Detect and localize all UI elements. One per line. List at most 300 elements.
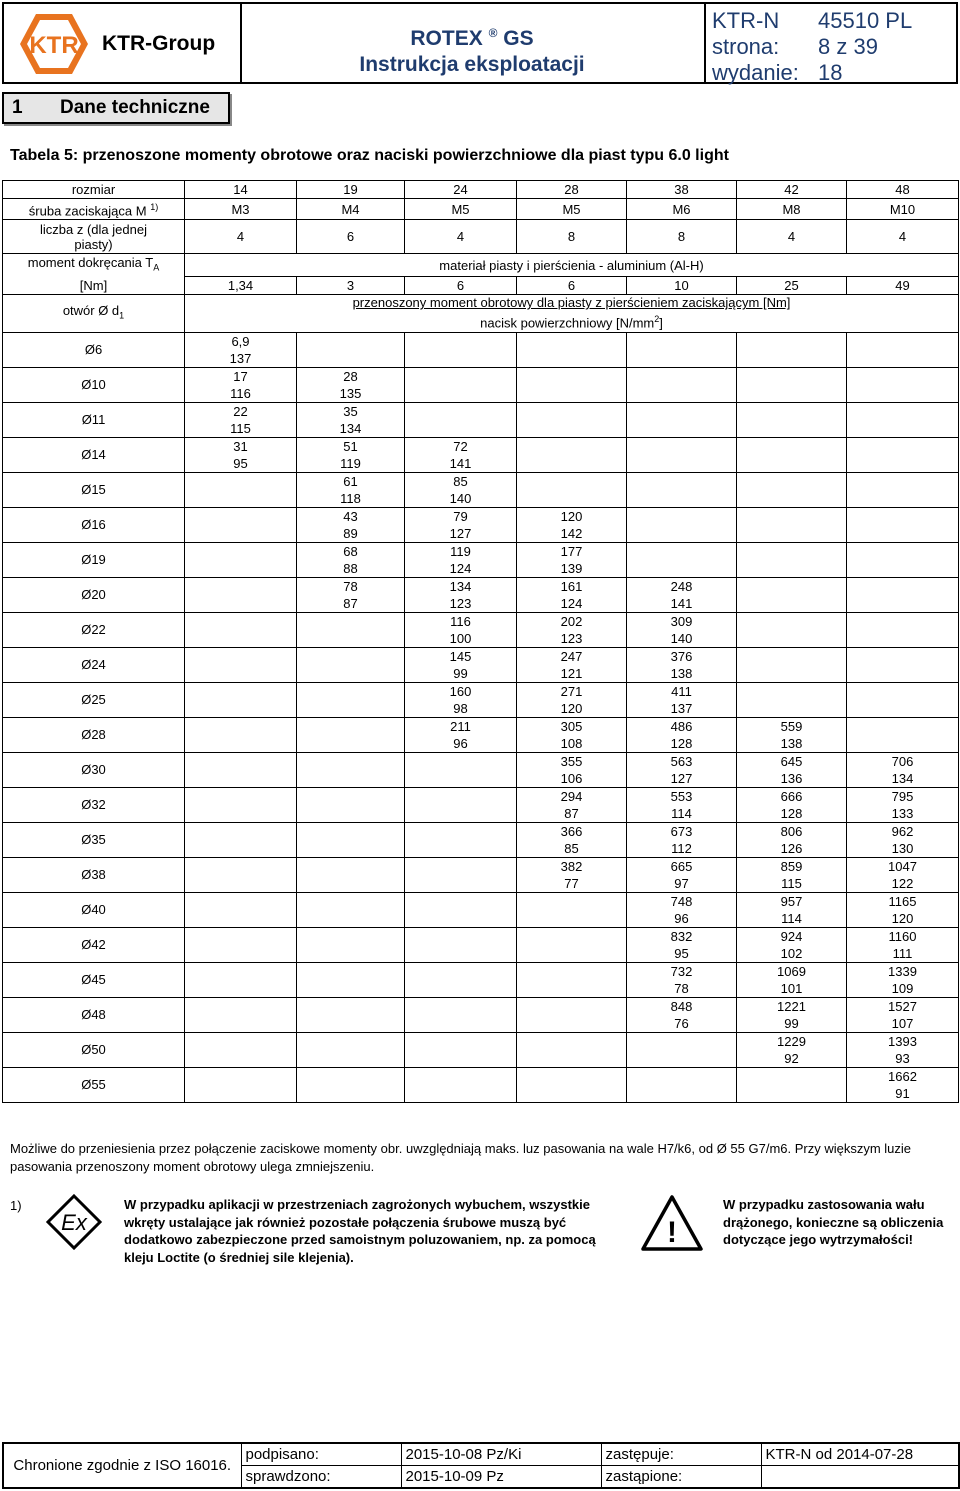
torque-value: 78 [297,577,405,595]
torque-value [737,647,847,665]
pressure-value [847,350,959,368]
torque-value [297,822,405,840]
iso-protection-note: Chronione zgodnie z ISO 16016. [3,1443,241,1488]
pressure-value: 114 [627,805,737,823]
doc-id-value: 45510 PL [818,8,913,33]
pressure-value: 98 [405,700,517,718]
bore-diameter: Ø55 [3,1067,185,1102]
torque-value: 35 [297,402,405,420]
pressure-value [185,1050,297,1068]
logo-letters: KTR [29,32,79,59]
torque-value: 120 [517,507,627,525]
torque-value: 962 [847,822,959,840]
screw-cell: M4 [297,199,405,220]
torque-label-row [3,254,959,277]
pressure-value [297,350,405,368]
warning-triangle-icon [640,1194,704,1252]
document-title-block [240,4,706,82]
bore-row [3,997,959,1015]
pressure-value [517,350,627,368]
pressure-header-close: ] [659,315,663,331]
torque-value [627,437,737,455]
pressure-value [185,630,297,648]
pressure-value [627,350,737,368]
pressure-value [737,455,847,473]
torque-value [737,682,847,700]
torque-value [517,402,627,420]
pressure-value: 109 [847,980,959,998]
torque-value [185,542,297,560]
torque-value: 1221 [737,997,847,1015]
torque-value: 248 [627,577,737,595]
pressure-value: 124 [517,595,627,613]
screw-cell: M3 [185,199,297,220]
torque-value [405,402,517,420]
torque-value [185,787,297,805]
torque-value: 376 [627,647,737,665]
torque-cell: 49 [847,277,959,295]
pressure-value: 100 [405,630,517,648]
pressure-value [517,910,627,928]
pressure-value [737,350,847,368]
warning-symbol: ! [667,1216,677,1249]
pressure-value [297,945,405,963]
torque-value [405,857,517,875]
torque-value [185,927,297,945]
torque-value: 116 [405,612,517,630]
torque-value: 202 [517,612,627,630]
torque-value [185,647,297,665]
torque-value [405,367,517,385]
pressure-value [737,595,847,613]
pressure-value: 120 [517,700,627,718]
bore-row [3,717,959,735]
pressure-value: 97 [627,875,737,893]
bore-label-cell [3,295,185,332]
pressure-value: 137 [185,350,297,368]
torque-value [847,507,959,525]
pressure-header-text: nacisk powierzchniowy [N/mm [480,315,655,331]
torque-value: 160 [405,682,517,700]
page-value: 8 z 39 [818,34,878,59]
count-cell: 4 [847,220,959,254]
bore-row [3,647,959,665]
pressure-value: 124 [405,560,517,578]
pressure-value: 140 [405,490,517,508]
pressure-value [185,945,297,963]
checked-value: 2015-10-09 Pz [401,1466,601,1489]
company-logo-block [4,4,242,82]
section-heading [2,92,230,124]
pressure-value: 114 [737,910,847,928]
torque-cell: 10 [627,277,737,295]
table-caption: Tabela 5: przenoszone momenty obrotowe oraz naciski powierzchniowe dla piast typu 6.0 light [10,147,729,164]
pressure-value: 99 [737,1015,847,1033]
pressure-value [405,1050,517,1068]
pressure-value [847,700,959,718]
torque-value [185,997,297,1015]
torque-value [517,962,627,980]
product-suffix: GS [503,27,534,50]
pressure-value: 112 [627,840,737,858]
pressure-value [847,455,959,473]
screw-footnote-ref: 1) [150,202,159,212]
torque-value [847,717,959,735]
pressure-value: 126 [737,840,847,858]
size-cell: 38 [627,181,737,199]
bore-row [3,682,959,700]
pressure-value [297,630,405,648]
document-footer [2,1442,960,1489]
values-header-cell [185,295,959,332]
bore-diameter: Ø50 [3,1032,185,1067]
pressure-value: 140 [627,630,737,648]
torque-value [185,507,297,525]
pressure-value [737,385,847,403]
bore-row [3,402,959,420]
torque-value: 748 [627,892,737,910]
pressure-value [405,1015,517,1033]
torque-value [737,612,847,630]
torque-value: 1069 [737,962,847,980]
torque-value [297,997,405,1015]
screw-cell: M10 [847,199,959,220]
pressure-value [185,1015,297,1033]
torque-value: 271 [517,682,627,700]
pressure-value [405,910,517,928]
company-name: KTR-Group [102,32,216,55]
torque-value [847,542,959,560]
torque-value [185,892,297,910]
pressure-value: 121 [517,665,627,683]
count-label: liczba z (dla jednej piasty) [3,220,185,254]
pressure-value [185,840,297,858]
edition-value: 18 [818,60,843,85]
pressure-value [847,420,959,438]
pressure-value: 99 [405,665,517,683]
torque-value: 666 [737,787,847,805]
torque-value: 6,9 [185,332,297,350]
bore-row [3,787,959,805]
torque-cell: 1,34 [185,277,297,295]
torque-value [517,997,627,1015]
torque-value [627,542,737,560]
torque-value: 68 [297,542,405,560]
registered-mark: ® [488,26,498,40]
page-key: strona: [712,34,780,59]
bore-row [3,367,959,385]
edition-row [712,60,842,86]
pressure-value: 89 [297,525,405,543]
pressure-value: 101 [737,980,847,998]
replaces-value: KTR-N od 2014-07-28 [761,1443,959,1466]
torque-value: 665 [627,857,737,875]
pressure-value: 95 [185,455,297,473]
torque-value [297,612,405,630]
torque-value [297,682,405,700]
torque-cell: 3 [297,277,405,295]
torque-value: 134 [405,577,517,595]
pressure-value [737,665,847,683]
size-cell: 19 [297,181,405,199]
size-cell: 28 [517,181,627,199]
torque-value: 28 [297,367,405,385]
torque-value [627,507,737,525]
torque-value [847,437,959,455]
torque-value: 51 [297,437,405,455]
torque-value [405,332,517,350]
torque-value [847,367,959,385]
torque-value [627,332,737,350]
torque-value [297,892,405,910]
torque-value: 294 [517,787,627,805]
hollow-shaft-warning-text: W przypadku zastosowania wału drążonego, konieczne są obliczenia dotyczące jego wytrzymałości! [723,1197,944,1247]
torque-value [517,437,627,455]
bore-diameter: Ø42 [3,927,185,962]
pressure-value: 123 [405,595,517,613]
document-subtitle: Instrukcja eksploatacji [359,53,585,76]
pressure-value [517,945,627,963]
pressure-value [847,665,959,683]
torque-value: 145 [405,647,517,665]
torque-value [517,332,627,350]
bore-diameter: Ø32 [3,787,185,822]
bore-diameter: Ø14 [3,437,185,472]
bore-row [3,612,959,630]
torque-value: 706 [847,752,959,770]
torque-value [627,1032,737,1050]
pressure-value [297,805,405,823]
size-cell: 14 [185,181,297,199]
replaces-key: zastępuje: [601,1443,761,1466]
torque-value: 806 [737,822,847,840]
torque-value [297,927,405,945]
torque-value: 79 [405,507,517,525]
pressure-value [847,735,959,753]
pressure-value: 96 [405,735,517,753]
torque-value [297,787,405,805]
torque-value: 72 [405,437,517,455]
pressure-header-sup: 2 [654,314,660,325]
pressure-value [405,770,517,788]
bore-diameter: Ø24 [3,647,185,682]
pressure-value [737,700,847,718]
torque-value [627,402,737,420]
torque-value [737,332,847,350]
pressure-value [517,420,627,438]
torque-value: 366 [517,822,627,840]
document-header [2,2,958,84]
count-cell: 4 [185,220,297,254]
bore-sub: 1 [119,310,125,321]
bore-diameter: Ø30 [3,752,185,787]
pressure-value: 141 [405,455,517,473]
torque-value [847,682,959,700]
torque-value: 673 [627,822,737,840]
pressure-value: 96 [627,910,737,928]
pressure-value: 111 [847,945,959,963]
torque-value: 355 [517,752,627,770]
pressure-value [297,980,405,998]
pressure-value [185,525,297,543]
pressure-value: 76 [627,1015,737,1033]
pressure-value [627,1085,737,1103]
torque-value: 553 [627,787,737,805]
bore-diameter: Ø25 [3,682,185,717]
doc-id-row [712,8,912,34]
screw-row [3,199,959,220]
pressure-value: 128 [627,735,737,753]
pressure-value [517,1015,627,1033]
pressure-value: 120 [847,910,959,928]
torque-value: 832 [627,927,737,945]
pressure-value [185,805,297,823]
torque-cell: 6 [517,277,627,295]
bore-row [3,857,959,875]
pressure-value [737,1085,847,1103]
pressure-value: 91 [847,1085,959,1103]
torque-cell: 25 [737,277,847,295]
pressure-value [185,875,297,893]
pressure-value: 88 [297,560,405,578]
pressure-value [297,700,405,718]
torque-value [185,1032,297,1050]
torque-value [297,1067,405,1085]
torque-value [737,437,847,455]
torque-value [405,1032,517,1050]
pressure-value [405,1085,517,1103]
pressure-value [297,1085,405,1103]
pressure-value: 136 [737,770,847,788]
torque-value [297,647,405,665]
pressure-value: 127 [627,770,737,788]
torque-value [185,857,297,875]
torque-value: 1527 [847,997,959,1015]
size-cell: 42 [737,181,847,199]
torque-value [737,577,847,595]
pressure-value [627,490,737,508]
pressure-value [627,420,737,438]
torque-sub: A [153,262,160,273]
torque-value: 1229 [737,1032,847,1050]
pressure-value [517,980,627,998]
pressure-value [847,595,959,613]
pressure-value [297,875,405,893]
bore-row [3,892,959,910]
pressure-value [405,875,517,893]
pressure-value: 93 [847,1050,959,1068]
ex-symbol: Ex [61,1210,87,1235]
pressure-value [185,665,297,683]
torque-value [405,752,517,770]
torque-cell: 6 [405,277,517,295]
count-cell: 6 [297,220,405,254]
pressure-value [405,805,517,823]
pressure-value [297,665,405,683]
bore-header-row [3,295,959,332]
torque-value: 1662 [847,1067,959,1085]
pressure-value [737,560,847,578]
torque-value: 732 [627,962,737,980]
bore-row [3,1032,959,1050]
section-title: Dane techniczne [60,97,210,118]
ktr-logo-icon [18,12,90,76]
pressure-value: 122 [847,875,959,893]
pressure-value [517,490,627,508]
pressure-value [405,350,517,368]
torque-value: 1165 [847,892,959,910]
count-row [3,220,959,254]
pressure-value: 95 [627,945,737,963]
pressure-value [517,1085,627,1103]
pressure-value [517,455,627,473]
pressure-value: 106 [517,770,627,788]
torque-value [405,787,517,805]
pressure-value [185,595,297,613]
torque-value [517,367,627,385]
torque-value [847,402,959,420]
page-row [712,34,878,60]
pressure-value [185,700,297,718]
pressure-value: 107 [847,1015,959,1033]
pressure-value: 134 [847,770,959,788]
ex-warning-text: W przypadku aplikacji w przestrzeniach zagrożonych wybuchem, wszystkie wkręty ustalające jak również pozostałe połączenia śrubowe muszą być dodatkowo zabezpieczone przed samoistnym poluzowaniem, np. za pomocą kleju Loctite (o średniej sile klejenia). [124,1197,596,1265]
torque-value [297,1032,405,1050]
pressure-value: 108 [517,735,627,753]
pressure-value [627,455,737,473]
bore-label: otwór Ø d [62,303,120,319]
torque-value: 559 [737,717,847,735]
bore-row [3,1067,959,1085]
torque-header: przenoszony moment obrotowy dla piasty z pierścieniem zaciskającym [Nm] [352,295,791,311]
bore-diameter: Ø20 [3,577,185,612]
torque-value [185,612,297,630]
pressure-value: 142 [517,525,627,543]
bore-row [3,507,959,525]
pressure-value [737,630,847,648]
document-meta [704,4,956,85]
torque-value [297,857,405,875]
bore-row [3,472,959,490]
torque-value [405,997,517,1015]
doc-id-key: KTR-N [712,8,780,33]
pressure-value [737,420,847,438]
screw-cell: M5 [405,199,517,220]
pressure-value [185,490,297,508]
pressure-value [847,525,959,543]
product-title [240,20,704,52]
pressure-value [627,560,737,578]
pressure-value: 134 [297,420,405,438]
pressure-value [297,770,405,788]
pressure-value [847,560,959,578]
torque-value [297,717,405,735]
torque-value [185,472,297,490]
pressure-value [627,1050,737,1068]
torque-value [185,682,297,700]
pressure-value [185,560,297,578]
pressure-value: 85 [517,840,627,858]
count-cell: 8 [517,220,627,254]
torque-value [517,1067,627,1085]
bore-diameter: Ø48 [3,997,185,1032]
torque-value [737,507,847,525]
torque-value [405,927,517,945]
pressure-value: 128 [737,805,847,823]
torque-value: 957 [737,892,847,910]
torque-value [517,1032,627,1050]
torque-value: 859 [737,857,847,875]
